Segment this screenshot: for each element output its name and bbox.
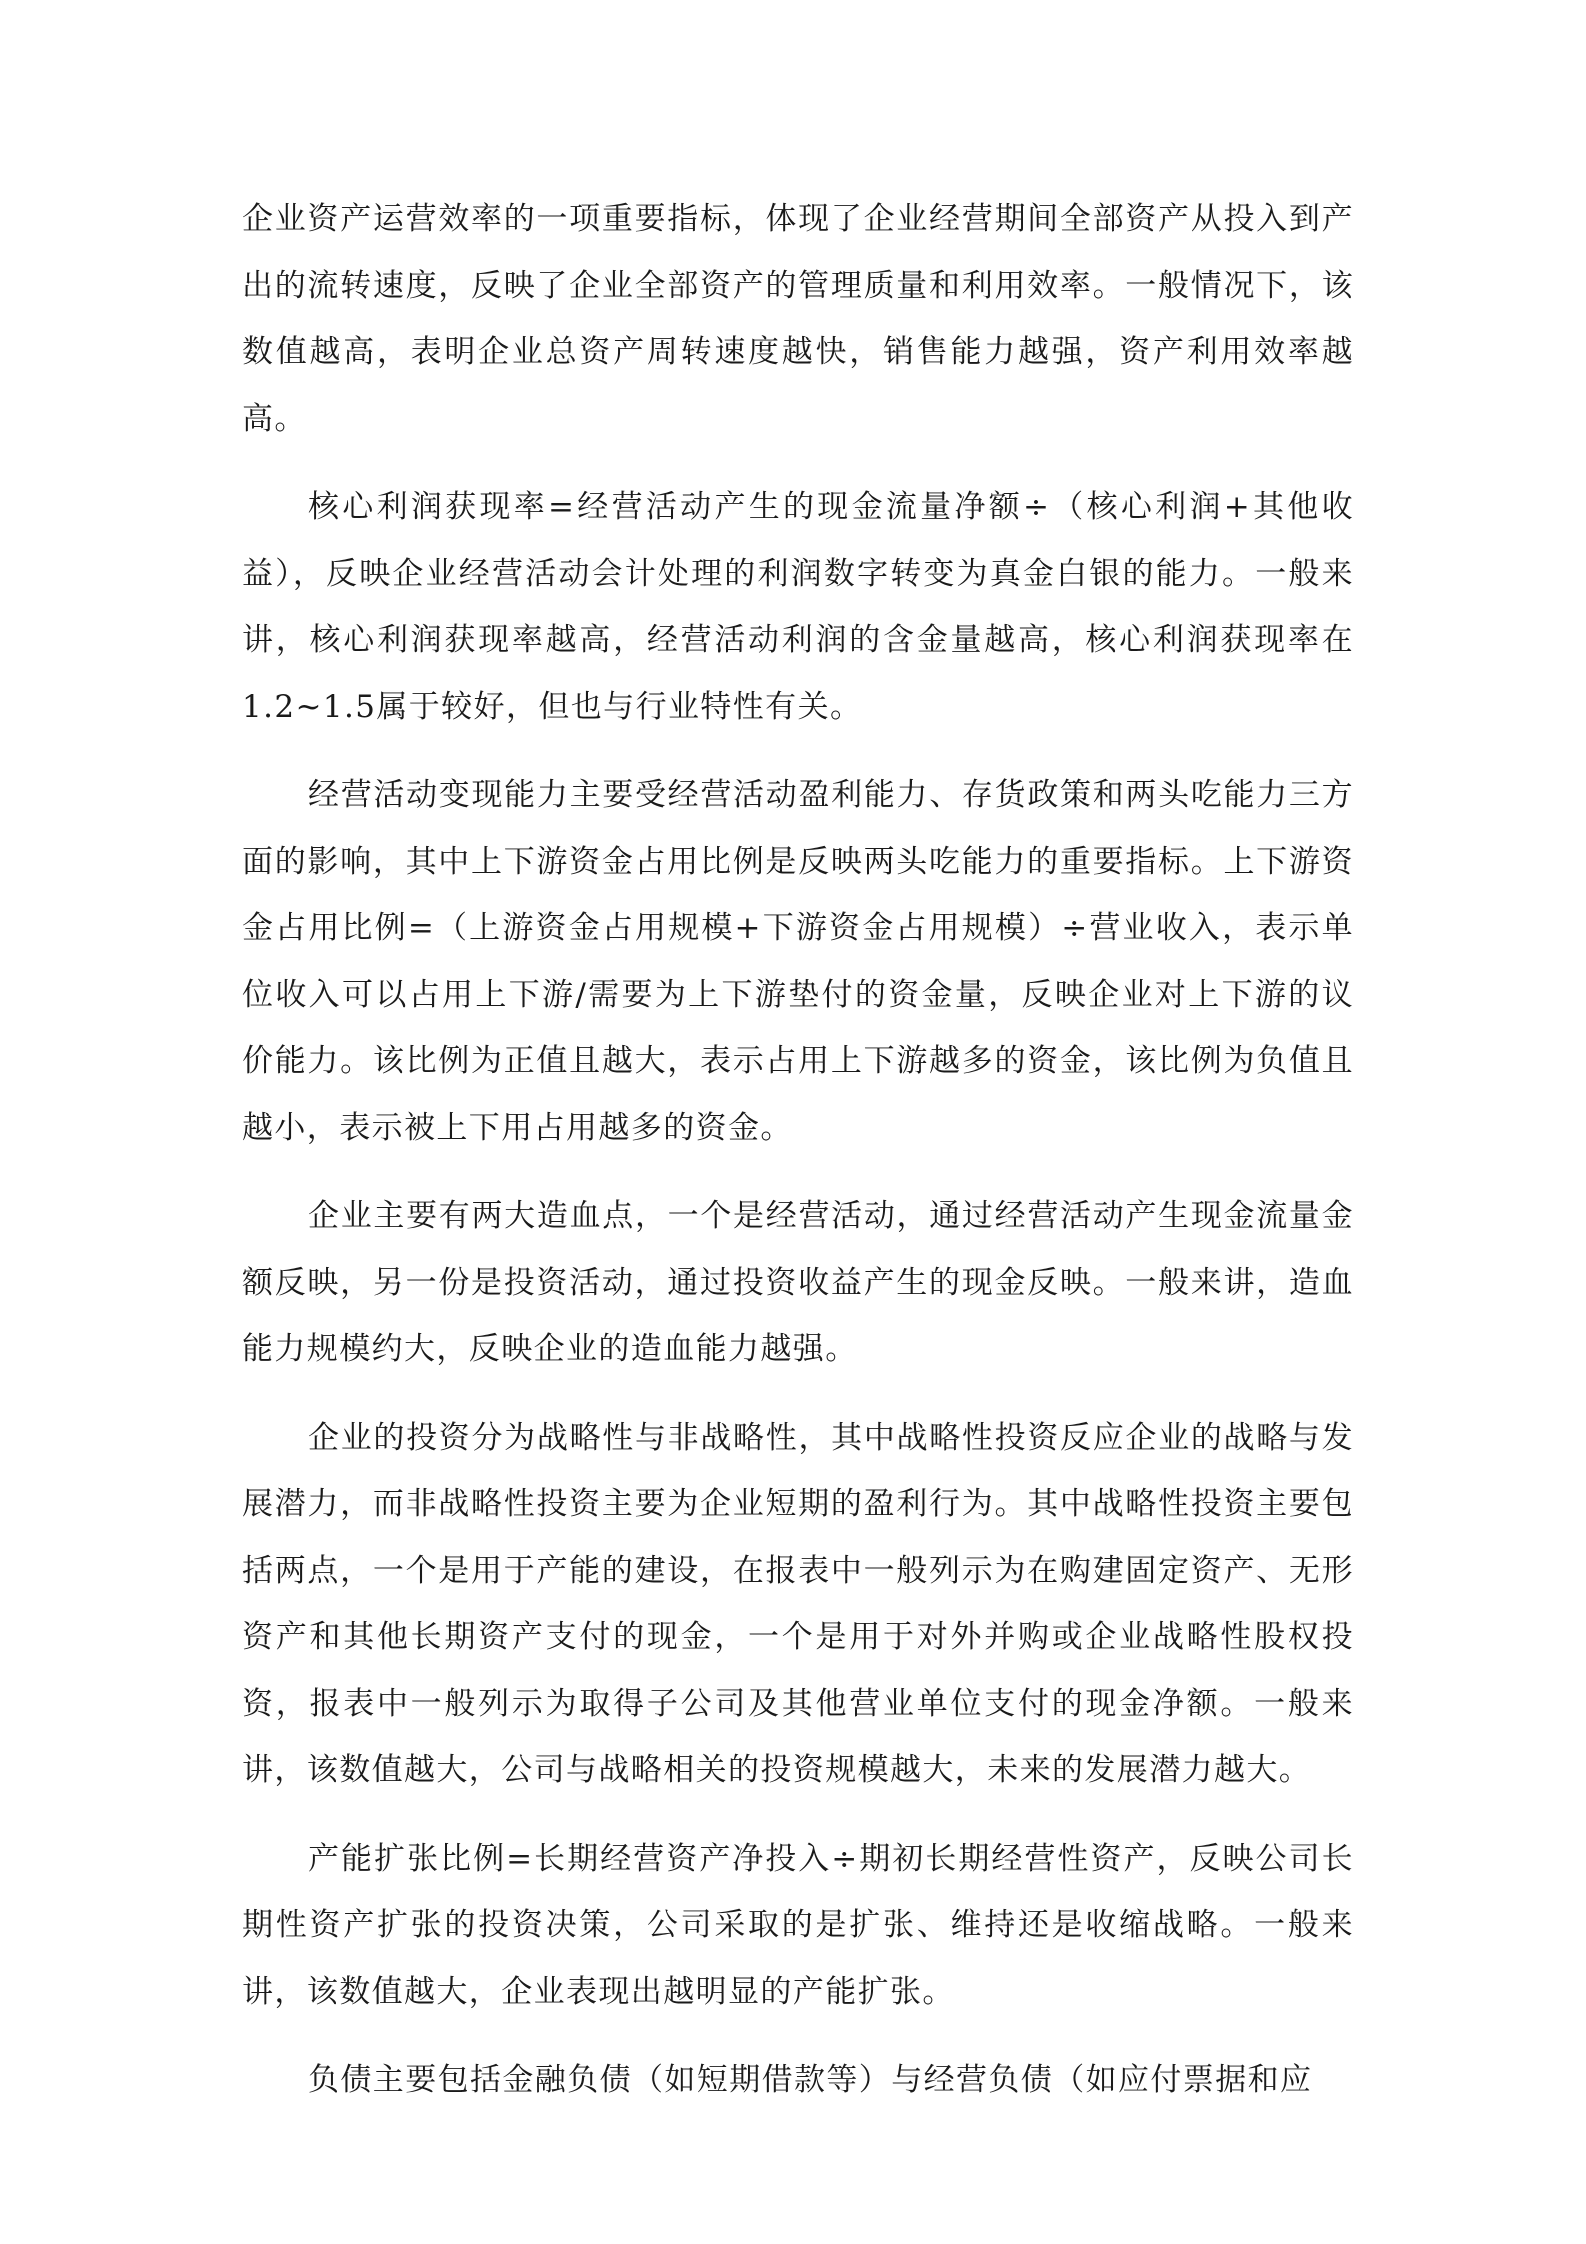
paragraph-core-profit-cash-ratio: 核心利润获现率=经营活动产生的现金流量净额÷（核心利润+其他收益），反映企业经营活动会计处理的利润数字转变为真金白银的能力。一般来讲，核心利润获现率越高，经营活动利润的含金量越高，核心利润获现率在1.2~1.5属于较好，但也与行业特性有关。 xyxy=(242,489,1354,725)
paragraph-strategic-investment: 企业的投资分为战略性与非战略性，其中战略性投资反应企业的战略与发展潜力，而非战略性投资主要为企业短期的盈利行为。其中战略性投资主要包括两点，一个是用于产能的建设，在报表中一般列示为在购建固定资产、无形资产和其他长期资产支付的现金，一个是用于对外并购或企业战略性股权投资，报表中一般列示为取得子公司及其他营业单位支付的现金净额。一般来讲，该数值越大，公司与战略相关的投资规模越大，未来的发展潜力越大。 xyxy=(242,1419,1354,1788)
paragraph-capacity-expansion: 产能扩张比例=长期经营资产净投入÷期初长期经营性资产，反映公司长期性资产扩张的投资决策，公司采取的是扩张、维持还是收缩战略。一般来讲，该数值越大，企业表现出越明显的产能扩张。 xyxy=(242,1840,1354,2010)
paragraph-operating-cash-ability: 经营活动变现能力主要受经营活动盈利能力、存货政策和两头吃能力三方面的影响，其中上下游资金占用比例是反映两头吃能力的重要指标。上下游资金占用比例=（上游资金占用规模+下游资金占用规模）÷营业收入，表示单位收入可以占用上下游/需要为上下游垫付的资金量，反映企业对上下游的议价能力。该比例为正值且越大，表示占用上下游越多的资金，该比例为负值且越小，表示被上下用占用越多的资金。 xyxy=(242,777,1354,1146)
paragraph-blood-making-points: 企业主要有两大造血点，一个是经营活动，通过经营活动产生现金流量金额反映，另一份是投资活动，通过投资收益产生的现金反映。一般来讲，造血能力规模约大，反映企业的造血能力越强。 xyxy=(242,1198,1354,1367)
paragraph-asset-turnover: 企业资产运营效率的一项重要指标，体现了企业经营期间全部资产从投入到产出的流转速度，反映了企业全部资产的管理质量和利用效率。一般情况下，该数值越高，表明企业总资产周转速度越快，销售能力越强，资产利用效率越高。 xyxy=(242,201,1354,437)
paragraph-liabilities: 负债主要包括金融负债（如短期借款等）与经营负债（如应付票据和应 xyxy=(308,2062,1313,2098)
document-page xyxy=(242,186,1354,2114)
